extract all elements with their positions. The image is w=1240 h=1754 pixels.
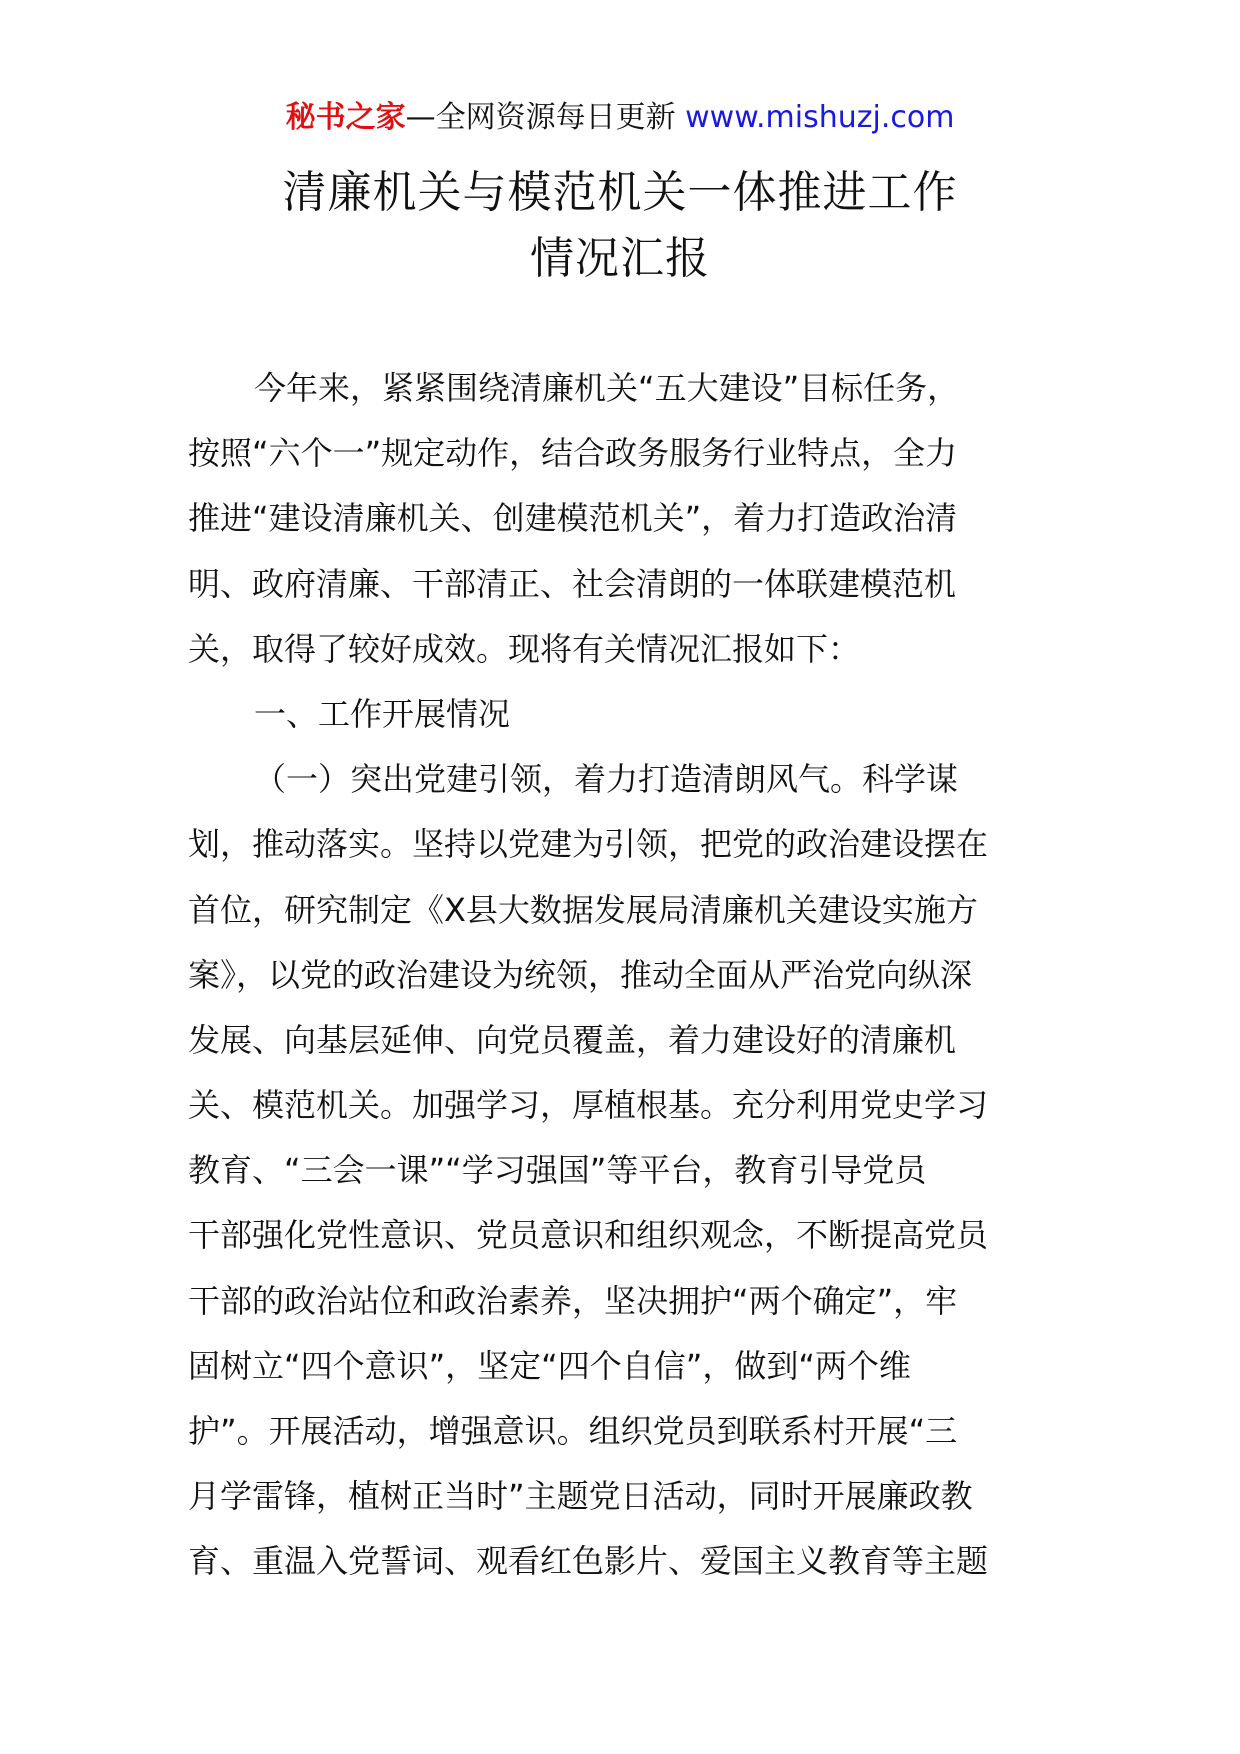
header-tagline: —全网资源每日更新 xyxy=(405,100,686,135)
body-line: 固树立“四个意识”，坚定“四个自信”，做到“两个维 xyxy=(188,1346,911,1385)
section-heading: 一、工作开展情况 xyxy=(254,694,511,733)
body-line: 教育、“三会一课”“学习强国”等平台，教育引导党员 xyxy=(188,1151,927,1190)
site-url-link[interactable]: www.mishuzj.com xyxy=(685,100,955,135)
body-line: 发展、向基层延伸、向党员覆盖，着力建设好的清廉机 xyxy=(188,1020,957,1059)
brand-name: 秘书之家 xyxy=(285,100,406,135)
document-body xyxy=(188,356,1054,1595)
body-line: 划，推动落实。坚持以党建为引领，把党的政治建设摆在 xyxy=(188,825,989,864)
body-line: 明、政府清廉、干部清正、社会清朗的一体联建模范机 xyxy=(188,564,957,603)
body-line: 关，取得了较好成效。现将有关情况汇报如下： xyxy=(188,629,861,668)
body-line: （一）突出党建引领，着力打造清朗风气。科学谋 xyxy=(254,760,959,799)
body-line: 干部强化党性意识、党员意识和组织观念，不断提高党员 xyxy=(188,1216,989,1255)
body-line: 干部的政治站位和政治素养，坚决拥护“两个确定”，牢 xyxy=(188,1281,958,1320)
body-line: 今年来，紧紧围绕清廉机关“五大建设”目标任务， xyxy=(254,369,960,407)
body-line: 案》，以党的政治建设为统领，推动全面从严治党向纵深 xyxy=(188,955,973,994)
body-line: 按照“六个一”规定动作，结合政务服务行业特点，全力 xyxy=(188,434,958,473)
body-line: 护”。开展活动，增强意识。组织党员到联系村开展“三 xyxy=(188,1412,958,1450)
body-line: 月学雷锋，植树正当时”主题党日活动，同时开展廉政教 xyxy=(188,1477,973,1516)
body-line: 育、重温入党誓词、观看红色影片、爱国主义教育等主题 xyxy=(188,1542,989,1581)
body-line: 关、模范机关。加强学习，厚植根基。充分利用党史学习 xyxy=(188,1086,989,1125)
document-title xyxy=(0,160,1240,292)
body-line: 首位，研究制定《X县大数据发展局清廉机关建设实施方 xyxy=(188,890,978,929)
body-line: 推进“建设清廉机关、创建模范机关”，着力打造政治清 xyxy=(188,499,958,538)
site-header xyxy=(0,98,1240,138)
title-line-1: 清廉机关与模范机关一体推进工作 xyxy=(282,167,958,218)
title-line-2: 情况汇报 xyxy=(530,233,710,284)
